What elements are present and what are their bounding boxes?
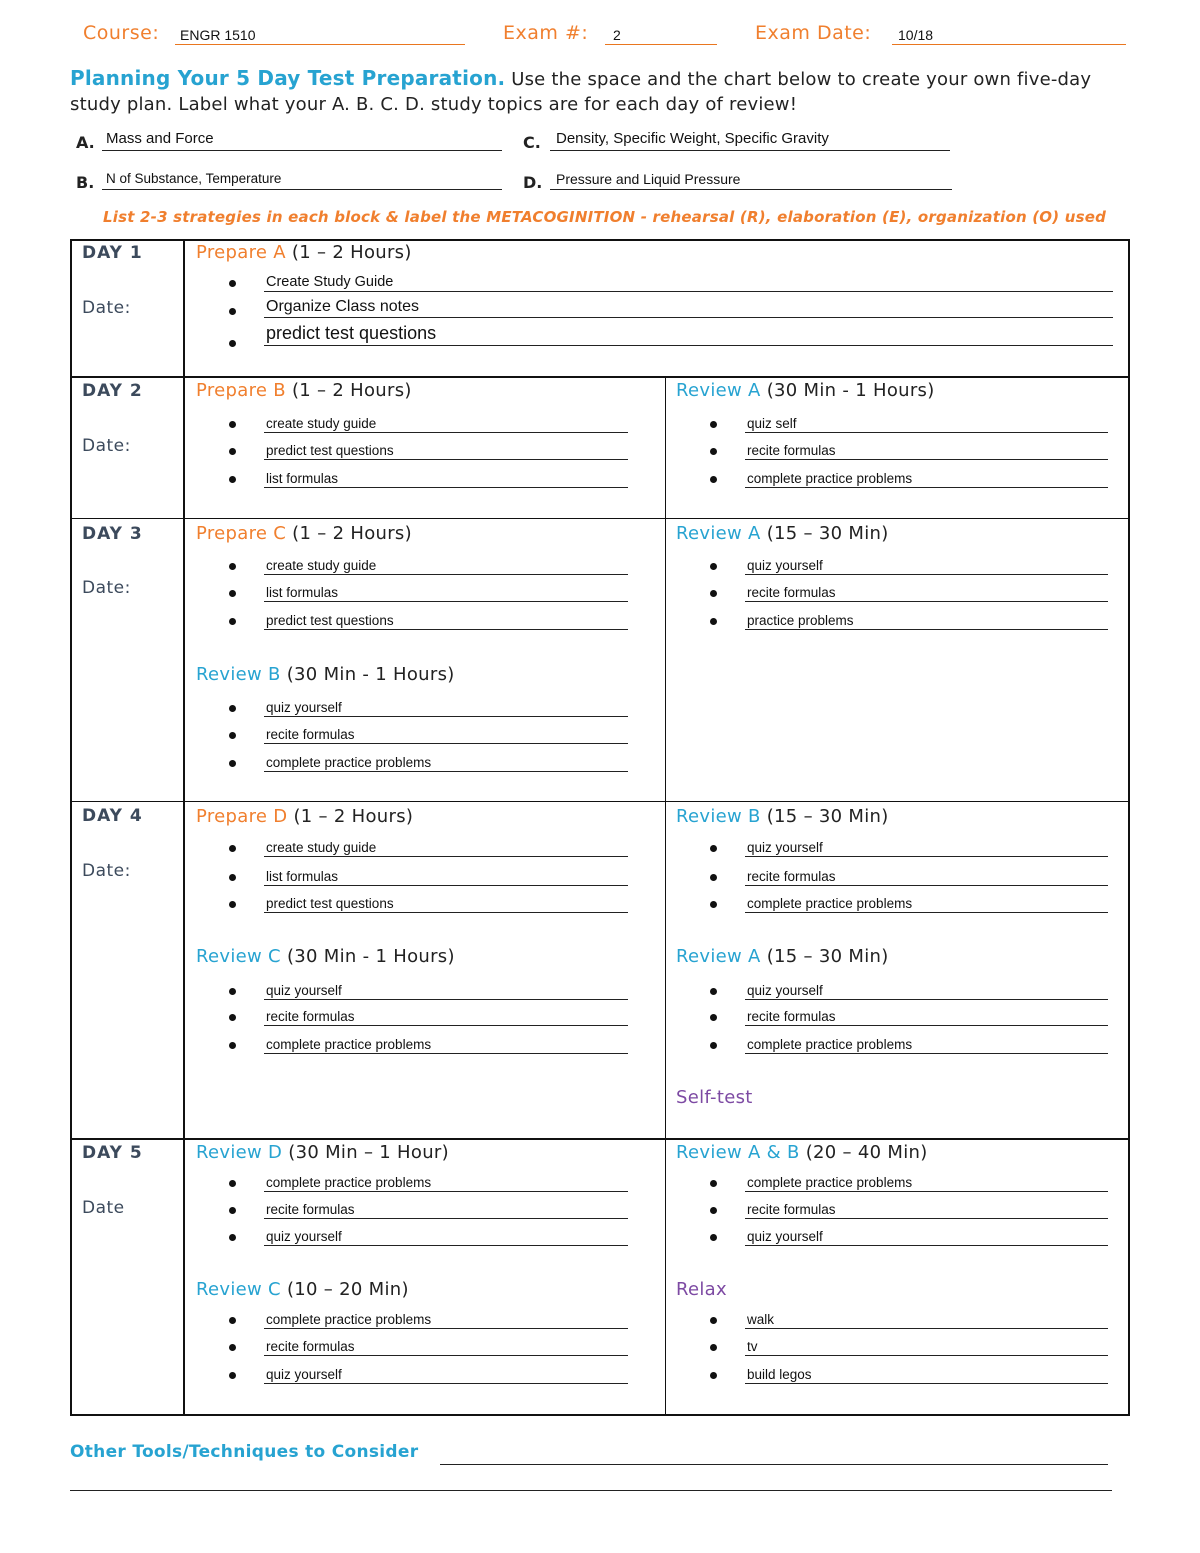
bullet-icon bbox=[710, 448, 717, 455]
day-2-label: DAY 2 bbox=[82, 381, 143, 401]
bullet-icon bbox=[710, 590, 717, 597]
page-title: Planning Your 5 Day Test Preparation. bbox=[70, 66, 506, 90]
bullet-icon bbox=[229, 1014, 236, 1021]
bullet-icon bbox=[229, 280, 236, 287]
write-line bbox=[745, 1053, 1108, 1054]
day2-review-a-heading: Review A (30 Min - 1 Hours) bbox=[676, 380, 935, 401]
exam-number-label: Exam #: bbox=[503, 22, 589, 44]
strategy-text: create study guide bbox=[266, 840, 377, 855]
strategy-text: predict test questions bbox=[266, 323, 437, 343]
strategy-text: recite formulas bbox=[747, 585, 836, 600]
bullet-icon bbox=[229, 476, 236, 483]
strategy-text: complete practice problems bbox=[266, 1312, 432, 1327]
strategy-text: predict test questions bbox=[266, 896, 394, 911]
bullet-icon bbox=[229, 308, 236, 315]
strategy-item[interactable] bbox=[710, 891, 1108, 913]
strategy-item[interactable] bbox=[229, 270, 1113, 292]
day-5-date-label: Date bbox=[82, 1198, 125, 1218]
strategy-item[interactable] bbox=[710, 580, 1108, 602]
strategy-text: complete practice problems bbox=[266, 755, 432, 770]
exam-number-value: 2 bbox=[613, 27, 621, 43]
strategy-item[interactable] bbox=[229, 695, 628, 717]
strategy-item[interactable] bbox=[710, 1362, 1108, 1384]
bullet-icon bbox=[229, 845, 236, 852]
strategy-item[interactable] bbox=[229, 323, 1113, 346]
day-3-label: DAY 3 bbox=[82, 524, 143, 544]
write-line bbox=[264, 743, 628, 744]
write-line bbox=[264, 432, 628, 433]
bullet-icon bbox=[710, 618, 717, 625]
strategy-item[interactable] bbox=[710, 438, 1108, 460]
write-line bbox=[264, 1053, 628, 1054]
strategy-item[interactable] bbox=[229, 891, 628, 913]
strategy-text: quiz yourself bbox=[266, 1367, 342, 1382]
write-line bbox=[264, 601, 628, 602]
day-1-label: DAY 1 bbox=[82, 243, 143, 263]
topic-b-letter: B. bbox=[76, 173, 95, 192]
write-line bbox=[264, 885, 628, 886]
topic-c-value: Density, Specific Weight, Specific Gravity bbox=[556, 130, 829, 147]
strategy-item[interactable] bbox=[229, 1362, 628, 1384]
strategy-text: quiz self bbox=[747, 416, 797, 431]
write-line bbox=[745, 1218, 1108, 1219]
bullet-icon bbox=[710, 901, 717, 908]
topic-b-value: N of Substance, Temperature bbox=[106, 171, 282, 186]
strategy-item[interactable] bbox=[710, 411, 1108, 433]
write-line bbox=[264, 487, 628, 488]
day4-review-b-heading: Review B (15 – 30 Min) bbox=[676, 806, 889, 827]
topic-d-letter: D. bbox=[523, 173, 543, 192]
day-1-date-label: Date: bbox=[82, 298, 131, 318]
day-3-date-label: Date: bbox=[82, 578, 131, 598]
bullet-icon bbox=[229, 340, 236, 347]
strategy-text: recite formulas bbox=[266, 1009, 355, 1024]
bullet-icon bbox=[710, 1042, 717, 1049]
exam-date-label: Exam Date: bbox=[755, 22, 872, 44]
strategy-item[interactable] bbox=[229, 1334, 628, 1356]
topic-a-letter: A. bbox=[76, 133, 95, 152]
bullet-icon bbox=[710, 1014, 717, 1021]
strategy-text: complete practice problems bbox=[747, 896, 913, 911]
bullet-icon bbox=[229, 590, 236, 597]
write-line bbox=[745, 1328, 1108, 1329]
bullet-icon bbox=[710, 476, 717, 483]
strategy-item[interactable] bbox=[710, 466, 1108, 488]
bullet-icon bbox=[229, 874, 236, 881]
strategy-text: quiz yourself bbox=[747, 558, 823, 573]
strategy-item[interactable] bbox=[710, 835, 1108, 857]
bullet-icon bbox=[229, 1180, 236, 1187]
strategy-text: quiz yourself bbox=[266, 700, 342, 715]
write-line bbox=[745, 1025, 1108, 1026]
bullet-icon bbox=[710, 563, 717, 570]
day-4-date-label: Date: bbox=[82, 861, 131, 881]
bullet-icon bbox=[710, 1234, 717, 1241]
write-line bbox=[264, 1218, 628, 1219]
strategy-item[interactable] bbox=[229, 438, 628, 460]
write-line bbox=[745, 885, 1108, 886]
write-line bbox=[264, 1191, 628, 1192]
write-line bbox=[264, 856, 628, 857]
strategy-item[interactable] bbox=[229, 1197, 628, 1219]
write-line bbox=[264, 1328, 628, 1329]
write-line bbox=[745, 912, 1108, 913]
write-line bbox=[745, 432, 1108, 433]
day4-review-a-heading: Review A (15 – 30 Min) bbox=[676, 946, 889, 967]
strategy-text: quiz yourself bbox=[747, 1229, 823, 1244]
write-line bbox=[745, 574, 1108, 575]
bullet-icon bbox=[710, 845, 717, 852]
course-value: ENGR 1510 bbox=[180, 27, 256, 43]
write-line bbox=[264, 1245, 628, 1246]
strategy-text: recite formulas bbox=[266, 1339, 355, 1354]
strategy-item[interactable] bbox=[229, 466, 628, 488]
bullet-icon bbox=[710, 1344, 717, 1351]
day-5-label: DAY 5 bbox=[82, 1143, 143, 1163]
write-line bbox=[264, 912, 628, 913]
strategy-text: recite formulas bbox=[266, 1202, 355, 1217]
exam-number-field[interactable] bbox=[605, 24, 717, 45]
strategy-item[interactable] bbox=[229, 1170, 628, 1192]
strategy-text: recite formulas bbox=[266, 727, 355, 742]
strategy-item[interactable] bbox=[229, 864, 628, 886]
strategy-item[interactable] bbox=[229, 1004, 628, 1026]
day5-relax-heading: Relax bbox=[676, 1279, 727, 1300]
strategy-item[interactable] bbox=[229, 722, 628, 744]
strategy-item[interactable] bbox=[229, 411, 628, 433]
write-line bbox=[264, 1025, 628, 1026]
strategy-text: walk bbox=[747, 1312, 775, 1327]
strategy-text: predict test questions bbox=[266, 613, 394, 628]
strategy-text: complete practice problems bbox=[266, 1037, 432, 1052]
day4-review-c-heading: Review C (30 Min - 1 Hours) bbox=[196, 946, 455, 967]
day5-review-ab-heading: Review A & B (20 – 40 Min) bbox=[676, 1142, 928, 1163]
topic-d-value: Pressure and Liquid Pressure bbox=[556, 171, 741, 187]
bullet-icon bbox=[229, 1372, 236, 1379]
bullet-icon bbox=[710, 1207, 717, 1214]
strategy-text: quiz yourself bbox=[266, 1229, 342, 1244]
bullet-icon bbox=[229, 760, 236, 767]
day1-prepare-a-heading: Prepare A (1 – 2 Hours) bbox=[196, 242, 412, 263]
bullet-icon bbox=[229, 988, 236, 995]
bullet-icon bbox=[710, 874, 717, 881]
strategy-item[interactable] bbox=[229, 608, 628, 630]
course-label: Course: bbox=[83, 22, 160, 44]
strategy-item[interactable] bbox=[710, 978, 1108, 1000]
strategy-item[interactable] bbox=[229, 298, 1113, 318]
strategy-item[interactable] bbox=[710, 1307, 1108, 1329]
write-line bbox=[745, 999, 1108, 1000]
strategy-item[interactable] bbox=[229, 1307, 628, 1329]
strategy-text: recite formulas bbox=[747, 1202, 836, 1217]
write-line bbox=[745, 601, 1108, 602]
write-line bbox=[745, 629, 1108, 630]
metacognition-instruction: List 2-3 strategies in each block & label the METACOGINITION - rehearsal (R), elaboration (E), organization (O) used bbox=[103, 208, 1107, 226]
strategy-text: list formulas bbox=[266, 869, 339, 884]
day2-prepare-b-heading: Prepare B (1 – 2 Hours) bbox=[196, 380, 412, 401]
topic-a-value: Mass and Force bbox=[106, 130, 214, 147]
bullet-icon bbox=[229, 1344, 236, 1351]
day5-review-d-heading: Review D (30 Min – 1 Hour) bbox=[196, 1142, 449, 1163]
strategy-item[interactable] bbox=[229, 835, 628, 857]
strategy-text: build legos bbox=[747, 1367, 812, 1382]
strategy-item[interactable] bbox=[710, 553, 1108, 575]
strategy-text: recite formulas bbox=[747, 1009, 836, 1024]
intro-text: Use the space and the chart below to create your own five-day study plan. Label what your A. B. C. D. study topics are for each day of review! bbox=[70, 69, 1092, 115]
strategy-text: complete practice problems bbox=[747, 471, 913, 486]
strategy-item[interactable] bbox=[229, 1032, 628, 1054]
bullet-icon bbox=[710, 1317, 717, 1324]
write-line bbox=[264, 771, 628, 772]
strategy-text: quiz yourself bbox=[747, 983, 823, 998]
day3-review-a-heading: Review A (15 – 30 Min) bbox=[676, 523, 889, 544]
day5-review-c-heading: Review C (10 – 20 Min) bbox=[196, 1279, 409, 1300]
strategy-text: Create Study Guide bbox=[266, 274, 394, 290]
write-line bbox=[264, 1383, 628, 1384]
strategy-item[interactable] bbox=[710, 1170, 1108, 1192]
write-line bbox=[264, 291, 1113, 292]
bullet-icon bbox=[710, 421, 717, 428]
strategy-item[interactable] bbox=[710, 1224, 1108, 1246]
bullet-icon bbox=[710, 988, 717, 995]
day-4-label: DAY 4 bbox=[82, 806, 143, 826]
strategy-item[interactable] bbox=[229, 978, 628, 1000]
strategy-text: complete practice problems bbox=[266, 1175, 432, 1190]
strategy-item[interactable] bbox=[710, 1032, 1108, 1054]
bullet-icon bbox=[229, 1234, 236, 1241]
bullet-icon bbox=[710, 1372, 717, 1379]
strategy-text: tv bbox=[747, 1339, 758, 1354]
bullet-icon bbox=[229, 618, 236, 625]
strategy-item[interactable] bbox=[710, 1197, 1108, 1219]
other-tools-field-2[interactable] bbox=[70, 1470, 1112, 1491]
strategy-item[interactable] bbox=[229, 1224, 628, 1246]
strategy-text: Organize Class notes bbox=[266, 298, 419, 315]
write-line bbox=[745, 856, 1108, 857]
bullet-icon bbox=[229, 563, 236, 570]
other-tools-label: Other Tools/Techniques to Consider bbox=[70, 1442, 419, 1462]
write-line bbox=[264, 317, 1113, 318]
day3-prepare-c-heading: Prepare C (1 – 2 Hours) bbox=[196, 523, 412, 544]
strategy-text: quiz yourself bbox=[266, 983, 342, 998]
strategy-item[interactable] bbox=[229, 553, 628, 575]
bullet-icon bbox=[229, 901, 236, 908]
write-line bbox=[745, 1245, 1108, 1246]
strategy-text: list formulas bbox=[266, 471, 339, 486]
strategy-item[interactable] bbox=[710, 864, 1108, 886]
strategy-text: complete practice problems bbox=[747, 1175, 913, 1190]
bullet-icon bbox=[229, 421, 236, 428]
write-line bbox=[745, 1355, 1108, 1356]
bullet-icon bbox=[229, 448, 236, 455]
write-line bbox=[264, 459, 628, 460]
strategy-text: practice problems bbox=[747, 613, 854, 628]
intro-paragraph bbox=[70, 66, 1140, 117]
strategy-text: predict test questions bbox=[266, 443, 394, 458]
day3-review-b-heading: Review B (30 Min - 1 Hours) bbox=[196, 664, 455, 685]
write-line bbox=[745, 1383, 1108, 1384]
write-line bbox=[264, 629, 628, 630]
strategy-item[interactable] bbox=[229, 750, 628, 772]
exam-date-value: 10/18 bbox=[898, 27, 934, 43]
strategy-item[interactable] bbox=[229, 580, 628, 602]
write-line bbox=[745, 459, 1108, 460]
write-line bbox=[264, 999, 628, 1000]
topic-c-letter: C. bbox=[523, 133, 541, 152]
bullet-icon bbox=[710, 1180, 717, 1187]
strategy-item[interactable] bbox=[710, 608, 1108, 630]
strategy-text: list formulas bbox=[266, 585, 339, 600]
write-line bbox=[264, 574, 628, 575]
bullet-icon bbox=[229, 705, 236, 712]
bullet-icon bbox=[229, 1207, 236, 1214]
bullet-icon bbox=[229, 1042, 236, 1049]
bullet-icon bbox=[229, 1317, 236, 1324]
strategy-text: create study guide bbox=[266, 558, 377, 573]
write-line bbox=[745, 1191, 1108, 1192]
write-line bbox=[745, 487, 1108, 488]
day-2-date-label: Date: bbox=[82, 436, 131, 456]
strategy-text: complete practice problems bbox=[747, 1037, 913, 1052]
day4-self-test-heading: Self-test bbox=[676, 1087, 753, 1108]
write-line bbox=[264, 716, 628, 717]
other-tools-field[interactable] bbox=[440, 1444, 1108, 1465]
strategy-text: quiz yourself bbox=[747, 840, 823, 855]
strategy-text: create study guide bbox=[266, 416, 377, 431]
strategy-item[interactable] bbox=[710, 1004, 1108, 1026]
strategy-text: recite formulas bbox=[747, 869, 836, 884]
strategy-text: recite formulas bbox=[747, 443, 836, 458]
day4-prepare-d-heading: Prepare D (1 – 2 Hours) bbox=[196, 806, 414, 827]
strategy-item[interactable] bbox=[710, 1334, 1108, 1356]
write-line bbox=[264, 345, 1113, 346]
write-line bbox=[264, 1355, 628, 1356]
bullet-icon bbox=[229, 732, 236, 739]
